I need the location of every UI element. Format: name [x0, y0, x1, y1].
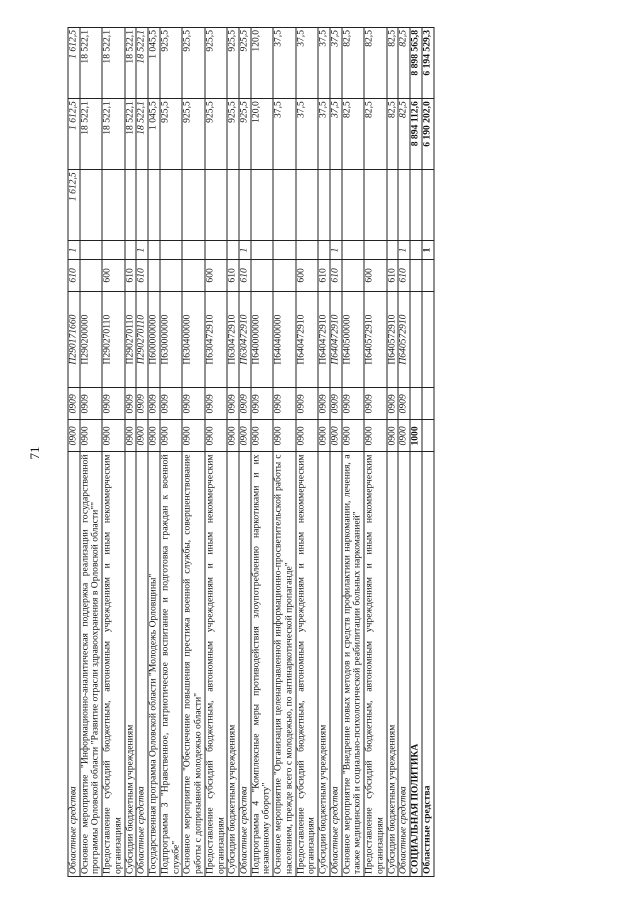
target-article-code-cell: П640472910	[296, 291, 318, 387]
table-row	[398, 28, 410, 877]
amount-3-cell: 82,5	[342, 28, 364, 99]
row-name-cell: Основное мероприятие "Информационно-аналитическая поддержка реализации государственной программы Орловской области "Развитие отрасли здравоохранения в Орловской области""	[80, 452, 102, 877]
row-name-cell: Основное мероприятие "Обеспечение повышения престижа военной службы, совершенствование работы с допризывной молодежью области"	[182, 452, 204, 877]
amount-1-cell	[80, 170, 102, 241]
table-row	[227, 28, 239, 877]
row-name-cell: Предоставление субсидий бюджетным, автономным учреждениям и иным некоммерческим организациям	[205, 452, 227, 877]
target-article-code-cell: П640572910	[364, 291, 386, 387]
amount-1-cell: 1 612,5	[68, 170, 80, 241]
target-article-code-cell: П640572910	[398, 291, 410, 387]
budget-group-cell	[364, 241, 386, 259]
subsection-code-cell: 0909	[160, 388, 182, 420]
budget-group-cell: 1	[136, 241, 148, 259]
amount-1-cell	[387, 170, 399, 241]
table-row	[182, 28, 204, 877]
amount-2-cell: 18 522,1	[125, 99, 137, 170]
amount-2-cell: 37,5	[296, 99, 318, 170]
budget-group-cell	[296, 241, 318, 259]
expense-type-code-cell: 610	[136, 259, 148, 291]
amount-1-cell	[148, 170, 160, 241]
table-row	[136, 28, 148, 877]
target-article-code-cell: П640400000	[273, 291, 295, 387]
budget-group-cell: 1	[239, 241, 251, 259]
amount-3-cell: 37,5	[318, 28, 330, 99]
expense-type-code-cell: 610	[68, 259, 80, 291]
section-code-cell: 0900	[125, 420, 137, 452]
table-row	[251, 28, 273, 877]
expense-type-code-cell	[410, 259, 422, 291]
budget-group-cell: 1	[422, 241, 434, 259]
table-row	[410, 28, 422, 877]
section-code-cell: 0900	[364, 420, 386, 452]
amount-1-cell	[273, 170, 295, 241]
expense-type-code-cell: 600	[205, 259, 227, 291]
section-code-cell: 0900	[251, 420, 273, 452]
amount-2-cell: 18 522,1	[80, 99, 102, 170]
table-row	[342, 28, 364, 877]
subsection-code-cell: 0909	[239, 388, 251, 420]
target-article-code-cell: П640000000	[251, 291, 273, 387]
amount-1-cell	[364, 170, 386, 241]
amount-3-cell: 82,5	[387, 28, 399, 99]
amount-2-cell: 18 522,1	[102, 99, 124, 170]
amount-1-cell	[330, 170, 342, 241]
amount-2-cell: 120,0	[251, 99, 273, 170]
section-code-cell: 0900	[318, 420, 330, 452]
row-name-cell: Субсидии бюджетным учреждениям	[227, 452, 239, 877]
subsection-code-cell: 0909	[205, 388, 227, 420]
amount-3-cell: 1 045,5	[148, 28, 160, 99]
amount-2-cell: 925,5	[182, 99, 204, 170]
table-row	[422, 28, 434, 877]
section-code-cell: 0900	[239, 420, 251, 452]
section-code-cell: 0900	[102, 420, 124, 452]
section-code-cell: 0900	[387, 420, 399, 452]
row-name-cell: Областные средства	[68, 452, 80, 877]
expense-type-code-cell: 610	[227, 259, 239, 291]
subsection-code-cell: 0909	[318, 388, 330, 420]
amount-2-cell: 82,5	[387, 99, 399, 170]
subsection-code-cell: 0909	[398, 388, 410, 420]
rotated-table-container	[68, 27, 573, 877]
row-name-cell: Областные средства	[398, 452, 410, 877]
target-article-code-cell: П630000000	[160, 291, 182, 387]
target-article-code-cell: П290200000	[80, 291, 102, 387]
subsection-code-cell	[410, 388, 422, 420]
amount-3-cell: 82,5	[364, 28, 386, 99]
amount-1-cell	[205, 170, 227, 241]
target-article-code-cell: П640500000	[342, 291, 364, 387]
amount-2-cell: 37,5	[273, 99, 295, 170]
expense-type-code-cell: 610	[239, 259, 251, 291]
amount-1-cell	[410, 170, 422, 241]
subsection-code-cell: 0909	[342, 388, 364, 420]
budget-group-cell: 1	[68, 241, 80, 259]
section-code-cell: 0900	[182, 420, 204, 452]
expense-type-code-cell: 610	[330, 259, 342, 291]
budget-group-cell	[410, 241, 422, 259]
section-code-cell: 0900	[273, 420, 295, 452]
budget-group-cell	[342, 241, 364, 259]
row-name-cell: Подпрограмма 4 "Комплексные меры противодействия злоупотреблению наркотиками и их незаконному обороту"	[251, 452, 273, 877]
table-row	[239, 28, 251, 877]
expense-type-code-cell: 600	[102, 259, 124, 291]
row-name-cell: Государственная программа Орловской области "Молодежь Орловщины"	[148, 452, 160, 877]
amount-2-cell: 6 190 202,0	[422, 99, 434, 170]
amount-3-cell: 120,0	[251, 28, 273, 99]
row-name-cell: Областные средства	[330, 452, 342, 877]
amount-3-cell: 925,5	[182, 28, 204, 99]
row-name-cell: Предоставление субсидий бюджетным, автономным учреждениям и иным некоммерческим организациям	[364, 452, 386, 877]
amount-3-cell: 925,5	[239, 28, 251, 99]
table-row	[125, 28, 137, 877]
amount-1-cell	[182, 170, 204, 241]
row-name-cell: Субсидии бюджетным учреждениям	[318, 452, 330, 877]
table-row	[296, 28, 318, 877]
amount-3-cell: 18 522,1	[102, 28, 124, 99]
target-article-code-cell: П290270110	[102, 291, 124, 387]
table-row	[102, 28, 124, 877]
row-name-cell: Субсидии бюджетным учреждениям	[125, 452, 137, 877]
section-code-cell: 1000	[410, 420, 422, 452]
budget-group-cell	[160, 241, 182, 259]
budget-group-cell	[148, 241, 160, 259]
subsection-code-cell: 0909	[227, 388, 239, 420]
amount-3-cell: 925,5	[227, 28, 239, 99]
amount-1-cell	[125, 170, 137, 241]
section-code-cell: 0900	[330, 420, 342, 452]
section-code-cell: 0900	[342, 420, 364, 452]
row-name-cell: Областные средства	[239, 452, 251, 877]
amount-3-cell: 925,5	[205, 28, 227, 99]
row-name-cell: Основное мероприятие "Организация целенаправленной информационно-просветительской работы с населением, прежде всего с молодежью, по антинаркотической пропаганде"	[273, 452, 295, 877]
target-article-code-cell: П290270110	[125, 291, 137, 387]
section-code-cell: 0900	[68, 420, 80, 452]
amount-1-cell	[160, 170, 182, 241]
amount-1-cell	[102, 170, 124, 241]
expense-type-code-cell	[273, 259, 295, 291]
amount-1-cell	[398, 170, 410, 241]
budget-group-cell: 1	[398, 241, 410, 259]
amount-2-cell: 82,5	[364, 99, 386, 170]
target-article-code-cell: П290270110	[136, 291, 148, 387]
amount-3-cell: 18 522,1	[80, 28, 102, 99]
row-name-cell: Областные средства	[422, 452, 434, 877]
subsection-code-cell: 0909	[102, 388, 124, 420]
amount-2-cell: 37,5	[330, 99, 342, 170]
budget-table-body	[68, 28, 434, 877]
subsection-code-cell: 0909	[125, 388, 137, 420]
section-code-cell: 0900	[148, 420, 160, 452]
row-name-cell: Основное мероприятие "Внедрение новых методов и средств профилактики наркомании, лечения, а также медицинской и социально-психологической реабилитации больных наркоманией"	[342, 452, 364, 877]
row-name-cell: СОЦИАЛЬНАЯ ПОЛИТИКА	[410, 452, 422, 877]
target-article-code-cell: П630472910	[239, 291, 251, 387]
amount-2-cell: 18 522,1	[136, 99, 148, 170]
table-row	[80, 28, 102, 877]
expense-type-code-cell: 610	[318, 259, 330, 291]
subsection-code-cell: 0909	[136, 388, 148, 420]
amount-3-cell: 37,5	[330, 28, 342, 99]
target-article-code-cell	[422, 291, 434, 387]
budget-group-cell: 1	[330, 241, 342, 259]
budget-group-cell	[80, 241, 102, 259]
expense-type-code-cell: 600	[364, 259, 386, 291]
budget-group-cell	[227, 241, 239, 259]
table-row	[387, 28, 399, 877]
target-article-code-cell: П630472910	[227, 291, 239, 387]
amount-2-cell: 1 612,5	[68, 99, 80, 170]
row-name-cell: Предоставление субсидий бюджетным, автономным учреждениям и иным некоммерческим организациям	[296, 452, 318, 877]
amount-2-cell: 1 045,5	[148, 99, 160, 170]
amount-3-cell: 37,5	[296, 28, 318, 99]
table-row	[273, 28, 295, 877]
budget-group-cell	[251, 241, 273, 259]
amount-1-cell	[239, 170, 251, 241]
expense-type-code-cell: 610	[398, 259, 410, 291]
amount-3-cell: 18 522,1	[125, 28, 137, 99]
amount-2-cell: 925,5	[239, 99, 251, 170]
expense-type-code-cell	[251, 259, 273, 291]
amount-1-cell	[251, 170, 273, 241]
amount-3-cell: 37,5	[273, 28, 295, 99]
amount-1-cell	[296, 170, 318, 241]
section-code-cell: 0900	[296, 420, 318, 452]
row-name-cell: Областные средства	[136, 452, 148, 877]
section-code-cell: 0900	[398, 420, 410, 452]
target-article-code-cell: П630400000	[182, 291, 204, 387]
amount-3-cell: 8 898 565,8	[410, 28, 422, 99]
target-article-code-cell: П290171660	[68, 291, 80, 387]
section-code-cell: 0900	[205, 420, 227, 452]
amount-1-cell	[136, 170, 148, 241]
subsection-code-cell: 0909	[387, 388, 399, 420]
table-row	[148, 28, 160, 877]
amount-1-cell	[318, 170, 330, 241]
subsection-code-cell: 0909	[251, 388, 273, 420]
target-article-code-cell: П630472910	[205, 291, 227, 387]
budget-group-cell	[273, 241, 295, 259]
expense-type-code-cell	[148, 259, 160, 291]
amount-1-cell	[227, 170, 239, 241]
section-code-cell: 0900	[80, 420, 102, 452]
section-code-cell: 0900	[160, 420, 182, 452]
budget-group-cell	[318, 241, 330, 259]
subsection-code-cell: 0909	[182, 388, 204, 420]
subsection-code-cell: 0909	[296, 388, 318, 420]
amount-3-cell: 18 522,1	[136, 28, 148, 99]
target-article-code-cell: П640472910	[318, 291, 330, 387]
amount-1-cell	[342, 170, 364, 241]
expense-type-code-cell	[80, 259, 102, 291]
row-name-cell: Субсидии бюджетным учреждениям	[387, 452, 399, 877]
budget-group-cell	[182, 241, 204, 259]
table-row	[364, 28, 386, 877]
expense-type-code-cell: 610	[125, 259, 137, 291]
target-article-code-cell: П640572910	[387, 291, 399, 387]
amount-3-cell: 925,5	[160, 28, 182, 99]
expense-type-code-cell: 600	[296, 259, 318, 291]
expense-type-code-cell	[160, 259, 182, 291]
target-article-code-cell	[410, 291, 422, 387]
expense-type-code-cell	[182, 259, 204, 291]
table-row	[68, 28, 80, 877]
amount-2-cell: 925,5	[205, 99, 227, 170]
page-number: 71	[27, 446, 42, 460]
table-row	[330, 28, 342, 877]
target-article-code-cell: П640472910	[330, 291, 342, 387]
amount-3-cell: 6 194 529,3	[422, 28, 434, 99]
amount-1-cell	[422, 170, 434, 241]
expense-type-code-cell	[422, 259, 434, 291]
target-article-code-cell: П600000000	[148, 291, 160, 387]
subsection-code-cell: 0909	[148, 388, 160, 420]
row-name-cell: Предоставление субсидий бюджетным, автономным учреждениям и иным некоммерческим организациям	[102, 452, 124, 877]
table-row	[160, 28, 182, 877]
amount-2-cell: 8 894 112,6	[410, 99, 422, 170]
amount-2-cell: 82,5	[342, 99, 364, 170]
expense-type-code-cell: 610	[387, 259, 399, 291]
amount-2-cell: 37,5	[318, 99, 330, 170]
expense-type-code-cell	[342, 259, 364, 291]
table-row	[318, 28, 330, 877]
budget-table	[68, 27, 435, 877]
amount-2-cell: 82,5	[398, 99, 410, 170]
subsection-code-cell	[422, 388, 434, 420]
row-name-cell: Подпрограмма 3 "Нравственное, патриотическое воспитание и подготовка граждан к военной службе"	[160, 452, 182, 877]
subsection-code-cell: 0909	[273, 388, 295, 420]
budget-group-cell	[125, 241, 137, 259]
subsection-code-cell: 0909	[330, 388, 342, 420]
subsection-code-cell: 0909	[364, 388, 386, 420]
section-code-cell: 0900	[227, 420, 239, 452]
section-code-cell: 0900	[136, 420, 148, 452]
subsection-code-cell: 0909	[68, 388, 80, 420]
budget-group-cell	[387, 241, 399, 259]
amount-3-cell: 1 612,5	[68, 28, 80, 99]
budget-group-cell	[205, 241, 227, 259]
amount-2-cell: 925,5	[160, 99, 182, 170]
subsection-code-cell: 0909	[80, 388, 102, 420]
section-code-cell	[422, 420, 434, 452]
budget-group-cell	[102, 241, 124, 259]
amount-3-cell: 82,5	[398, 28, 410, 99]
amount-2-cell: 925,5	[227, 99, 239, 170]
table-row	[205, 28, 227, 877]
